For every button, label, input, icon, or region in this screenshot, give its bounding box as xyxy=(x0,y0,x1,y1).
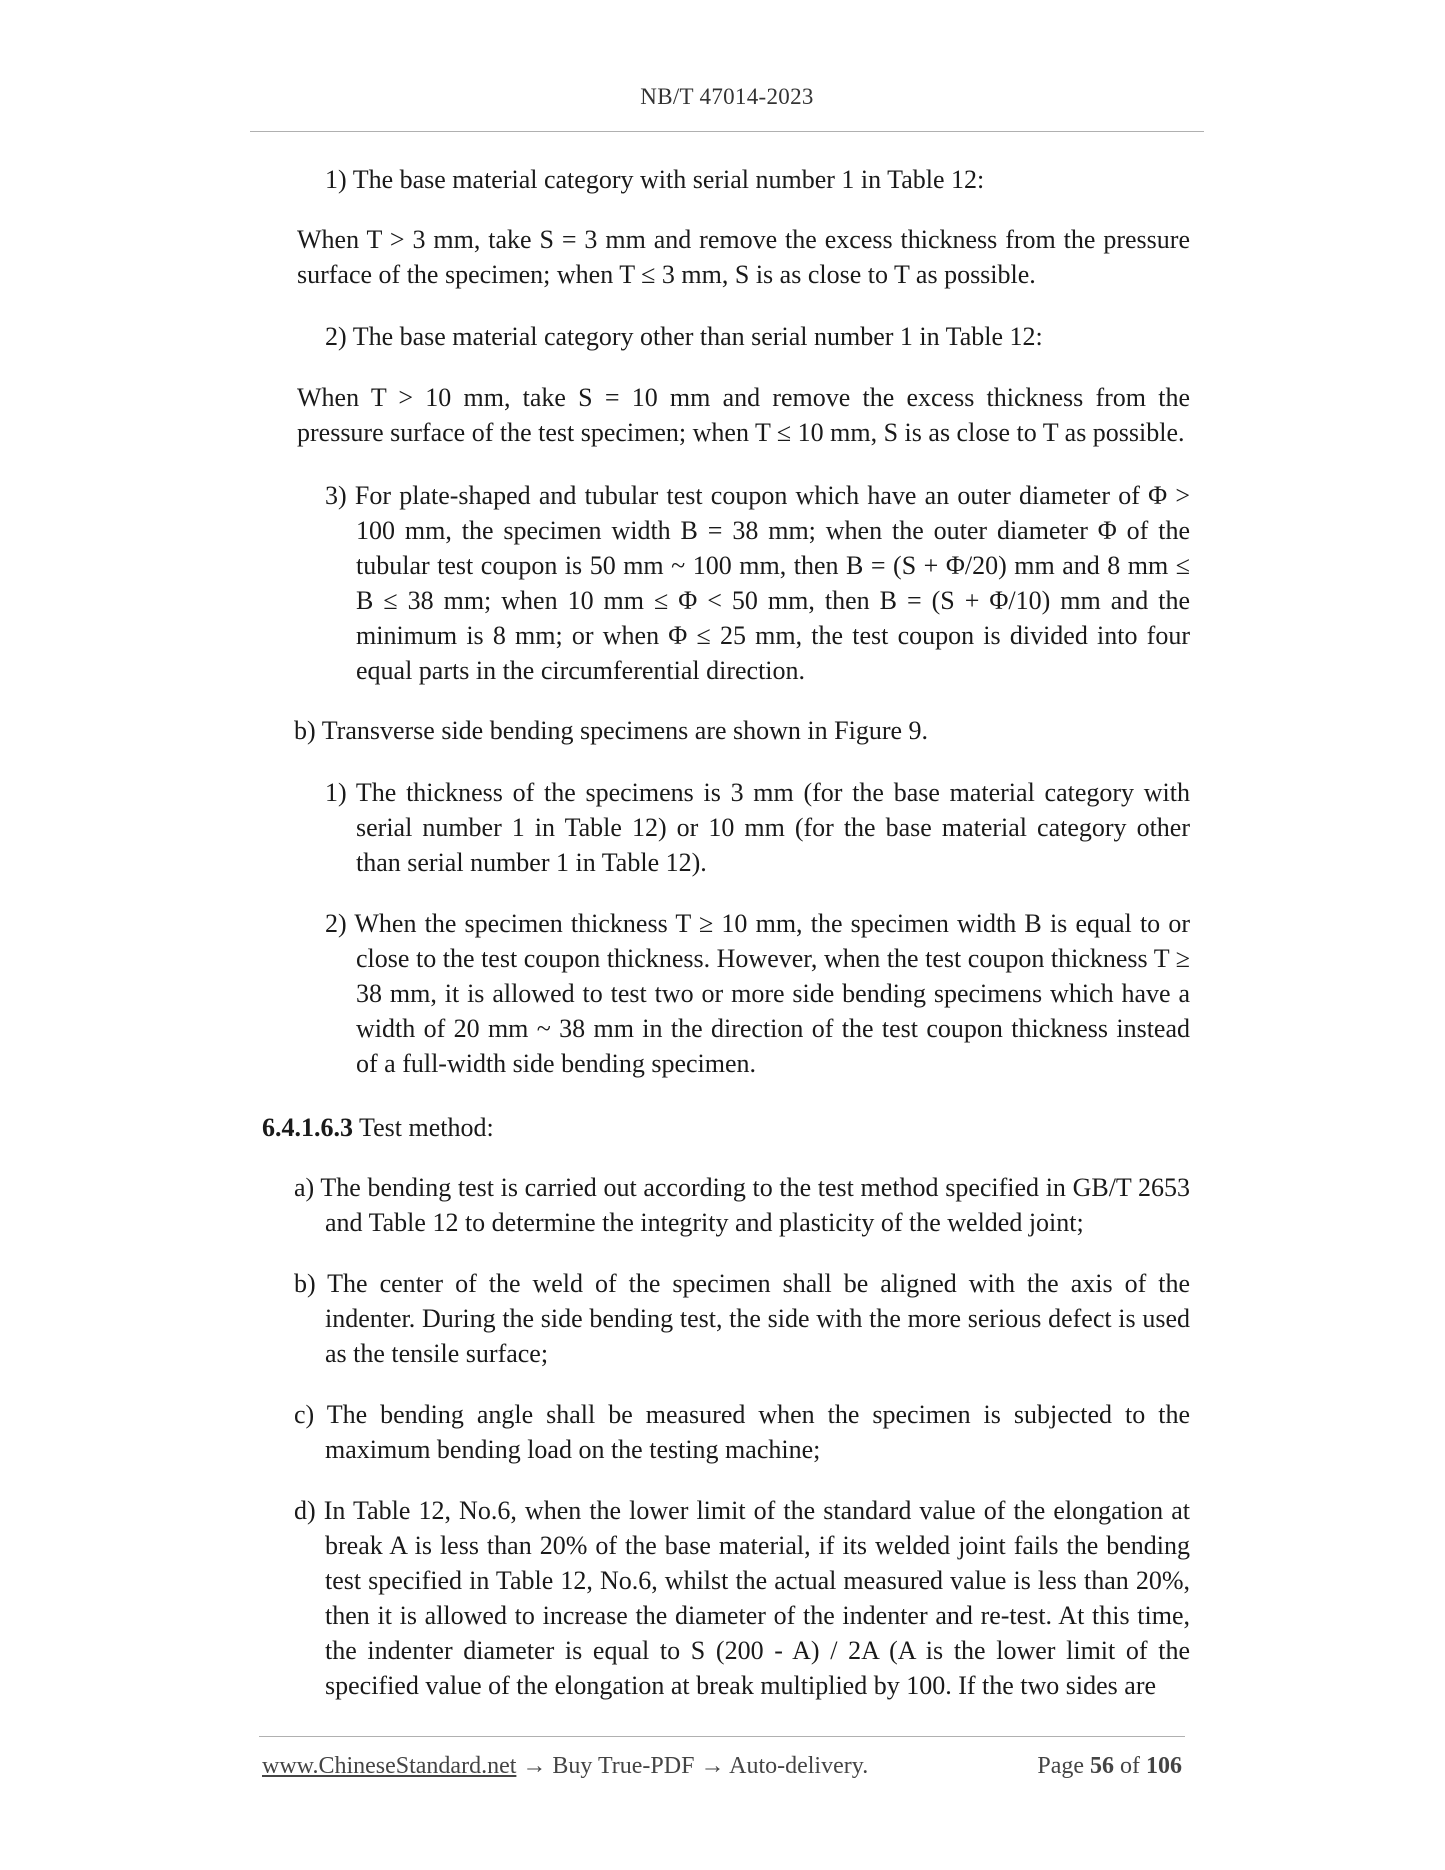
paragraph-item-1: 1) The base material category with serial number 1 in Table 12: xyxy=(325,165,985,194)
paragraph-item-c: c) The bending angle shall be measured when the specimen is subjected to the maximum bending load on the testing machine; xyxy=(294,1400,1190,1464)
page-current: 56 xyxy=(1090,1753,1114,1779)
footer-divider xyxy=(259,1736,1185,1737)
document-header xyxy=(250,84,1204,110)
paragraph-item-b-method: b) The center of the weld of the specimen shall be aligned with the axis of the indenter. During the side bending test, the side with the more serious defect is used as the tensile surface; xyxy=(294,1269,1190,1368)
site-link[interactable]: www.ChineseStandard.net xyxy=(262,1753,517,1779)
paragraph-item-2: 2) The base material category other than serial number 1 in Table 12: xyxy=(325,322,1043,351)
paragraph-item-1-detail: When T > 3 mm, take S = 3 mm and remove the excess thickness from the pressure surface of the specimen; when T ≤ 3 mm, S is as close to T as possible. xyxy=(297,225,1190,289)
paragraph-item-b1: 1) The thickness of the specimens is 3 mm (for the base material category with serial number 1 in Table 12) or 10 mm (for the base material category other than serial number 1 in Table 12). xyxy=(325,778,1190,877)
section-title: Test method: xyxy=(353,1113,494,1142)
page-indicator xyxy=(1037,1753,1182,1780)
page-label: Page xyxy=(1037,1753,1084,1779)
paragraph-item-b2: 2) When the specimen thickness T ≥ 10 mm, the specimen width B is equal to or close to the test coupon thickness. However, when the test coupon thickness T ≥ 38 mm, it is allowed to test two or more side bending specimens which have a width of 20 mm ~ 38 mm in the direction of the test coupon thickness instead of a full-width side bending specimen. xyxy=(325,909,1190,1078)
section-number: 6.4.1.6.3 xyxy=(262,1113,353,1142)
paragraph-item-b: b) Transverse side bending specimens are shown in Figure 9. xyxy=(294,716,929,745)
paragraph-item-3: 3) For plate-shaped and tubular test coupon which have an outer diameter of Φ > 100 mm, the specimen width B = 38 mm; when the outer diameter Φ of the tubular test coupon is 50 mm ~ 100 mm, then B = (S + Φ/20) mm and 8 mm ≤ B ≤ 38 mm; when 10 mm ≤ Φ < 50 mm, then B = (S + Φ/10) mm and the minimum is 8 mm; or when Φ ≤ 25 mm, the test coupon is divided into four equal parts in the circumferential direction. xyxy=(325,481,1190,685)
section-heading xyxy=(262,1110,1190,1145)
footer-tagline: → Buy True-PDF → Auto-delivery. xyxy=(516,1753,869,1779)
paragraph-item-a: a) The bending test is carried out according to the test method specified in GB/T 2653 and Table 12 to determine the integrity and plasticity of the welded joint; xyxy=(294,1173,1190,1237)
footer-promo xyxy=(262,1753,868,1780)
paragraph-item-d: d) In Table 12, No.6, when the lower limit of the standard value of the elongation at break A is less than 20% of the base material, if its welded joint fails the bending test specified in Table 12, No.6, whilst the actual measured value is less than 20%, then it is allowed to increase the diameter of the indenter and re-test. At this time, the indenter diameter is equal to S (200 - A) / 2A (A is the lower limit of the specified value of the elongation at break multiplied by 100. If the two sides are xyxy=(294,1496,1190,1700)
standard-code: NB/T 47014-2023 xyxy=(640,84,814,109)
paragraph-item-2-detail: When T > 10 mm, take S = 10 mm and remove the excess thickness from the pressure surface of the test specimen; when T ≤ 10 mm, S is as close to T as possible. xyxy=(297,383,1190,447)
page-of: of xyxy=(1120,1753,1140,1779)
header-divider xyxy=(250,131,1204,132)
page-total: 106 xyxy=(1146,1753,1182,1779)
